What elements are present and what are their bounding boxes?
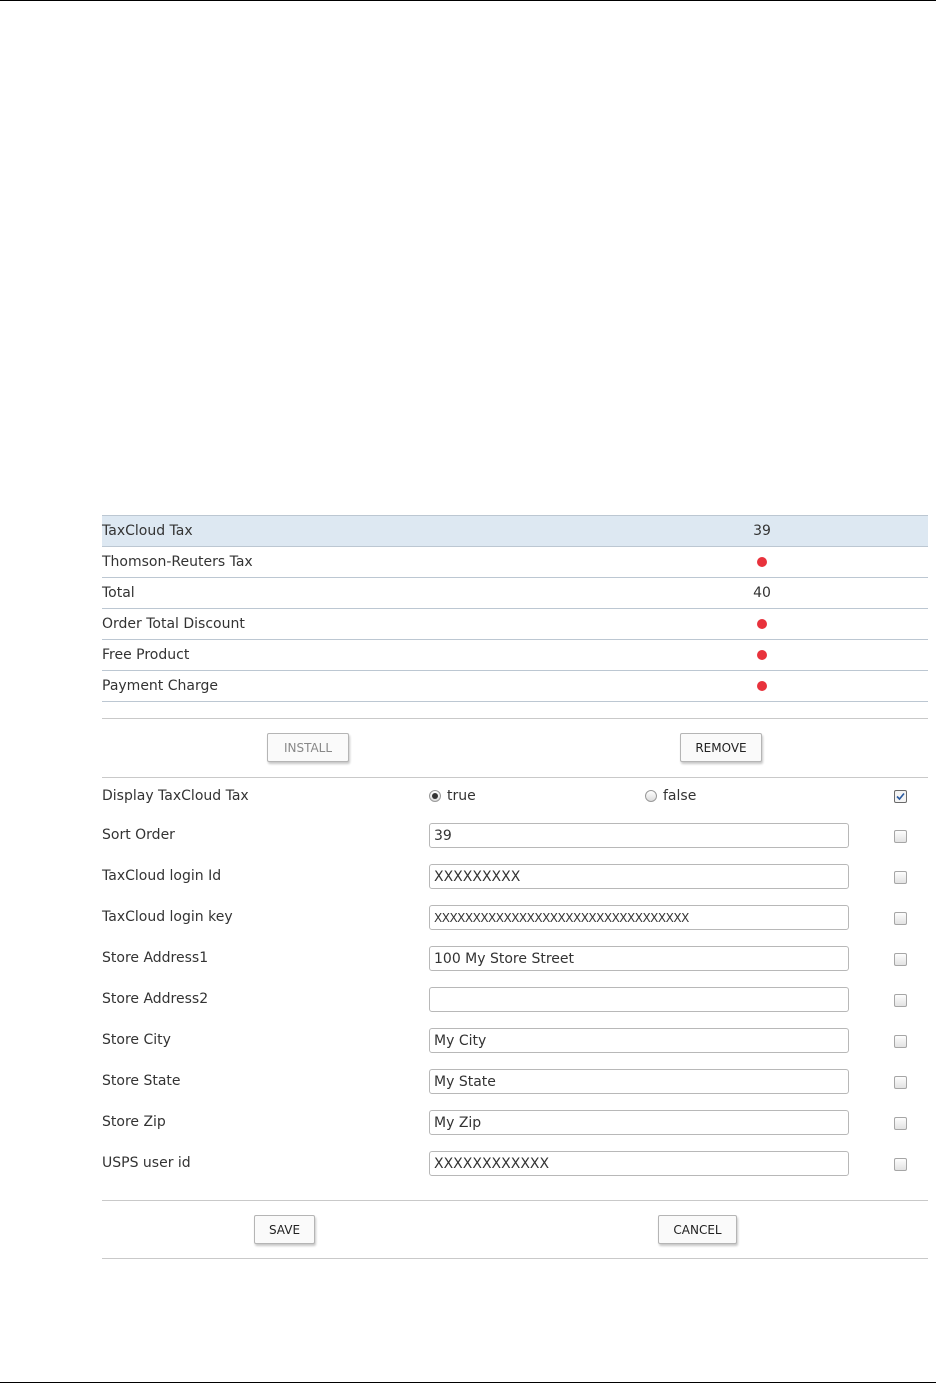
radio-true-icon[interactable] [429, 790, 441, 802]
divider [102, 777, 928, 778]
radio-false[interactable] [645, 788, 696, 804]
store-city-input[interactable] [429, 1028, 849, 1053]
module-sort-order: 39 [753, 523, 771, 539]
sort-order-input[interactable] [429, 823, 849, 848]
store-address2-label: Store Address2 [102, 991, 209, 1007]
save-button[interactable]: SAVE [254, 1215, 315, 1244]
cancel-button[interactable]: CANCEL [658, 1215, 737, 1244]
module-name: Free Product [102, 647, 190, 663]
store-zip-input[interactable] [429, 1110, 849, 1135]
login-key-checkbox[interactable] [894, 912, 907, 925]
radio-false-label: false [663, 788, 697, 804]
store-city-checkbox[interactable] [894, 1035, 907, 1048]
store-state-input[interactable] [429, 1069, 849, 1094]
module-sort-order: 40 [753, 585, 771, 601]
store-address1-input[interactable] [429, 946, 849, 971]
store-address2-input[interactable] [429, 987, 849, 1012]
not-installed-status-icon [752, 554, 772, 571]
login-id-label: TaxCloud login Id [102, 868, 222, 884]
store-address1-checkbox[interactable] [894, 953, 907, 966]
module-name: Order Total Discount [102, 616, 245, 632]
usps-user-id-checkbox[interactable] [894, 1158, 907, 1171]
divider [102, 1258, 928, 1259]
install-button[interactable]: INSTALL [267, 733, 349, 762]
display-setting-checkbox[interactable] [894, 790, 907, 803]
module-name: Payment Charge [102, 678, 218, 694]
display-setting-label: Display TaxCloud Tax [102, 788, 249, 804]
divider [102, 1200, 928, 1201]
usps-user-id-label: USPS user id [102, 1155, 191, 1171]
store-address2-checkbox[interactable] [894, 994, 907, 1007]
module-row[interactable] [102, 671, 928, 702]
divider [102, 718, 928, 719]
not-installed-status-icon [752, 616, 772, 633]
remove-button[interactable]: REMOVE [680, 733, 762, 762]
top-page-rule [0, 0, 936, 1]
login-key-label: TaxCloud login key [102, 909, 233, 925]
module-name: Total [102, 585, 135, 601]
usps-user-id-input[interactable] [429, 1151, 849, 1176]
module-row[interactable] [102, 515, 928, 547]
login-id-input[interactable] [429, 864, 849, 889]
login-id-checkbox[interactable] [894, 871, 907, 884]
module-name: TaxCloud Tax [102, 523, 193, 539]
store-city-label: Store City [102, 1032, 171, 1048]
radio-false-icon[interactable] [645, 790, 657, 802]
not-installed-status-icon [752, 678, 772, 695]
sort-order-label: Sort Order [102, 827, 175, 843]
store-zip-checkbox[interactable] [894, 1117, 907, 1130]
checkmark-icon [895, 791, 906, 802]
radio-true[interactable] [429, 788, 476, 804]
not-installed-status-icon [752, 647, 772, 664]
store-state-checkbox[interactable] [894, 1076, 907, 1089]
store-state-label: Store State [102, 1073, 181, 1089]
radio-true-label: true [447, 788, 476, 804]
module-row[interactable] [102, 640, 928, 671]
login-key-input[interactable] [429, 905, 849, 930]
bottom-page-rule [0, 1382, 936, 1383]
sort-order-checkbox[interactable] [894, 830, 907, 843]
module-name: Thomson-Reuters Tax [102, 554, 253, 570]
module-row[interactable] [102, 578, 928, 609]
module-row[interactable] [102, 609, 928, 640]
store-address1-label: Store Address1 [102, 950, 209, 966]
module-row[interactable] [102, 547, 928, 578]
store-zip-label: Store Zip [102, 1114, 166, 1130]
